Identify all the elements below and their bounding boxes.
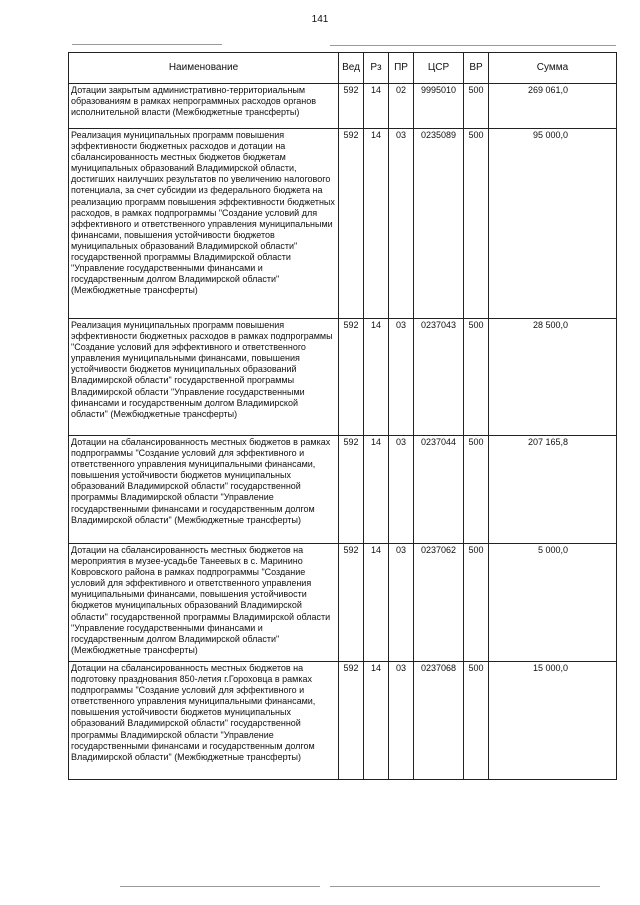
row-sum: 207 165,8 (489, 436, 617, 544)
col-header-rz: Рз (364, 53, 389, 84)
row-rz: 14 (364, 436, 389, 544)
col-header-csr: ЦСР (414, 53, 464, 84)
row-sum: 28 500,0 (489, 319, 617, 436)
header-row (69, 53, 617, 84)
row-sum: 269 061,0 (489, 84, 617, 129)
row-rz: 14 (364, 84, 389, 129)
col-header-pr: ПР (389, 53, 414, 84)
budget-table (68, 52, 617, 780)
row-name: Дотации на сбалансированность местных бюджетов на подготовку празднования 850-летия г.Гороховца в рамках подпрограммы "Создание условий для эффективного и ответственного управления муниципальными финансами, повышения устойчивости бюджетов муниципальных образований Владимирской области" государственной программы Владимирской области "Управление государственными финансами и государственным долгом Владимирской области" (Межбюджетные трансферты) (69, 662, 339, 780)
row-csr: 0237044 (414, 436, 464, 544)
col-header-ved: Вед (339, 53, 364, 84)
row-sum: 5 000,0 (489, 544, 617, 662)
row-rz: 14 (364, 662, 389, 780)
row-pr: 03 (389, 544, 414, 662)
row-pr: 03 (389, 662, 414, 780)
row-csr: 9995010 (414, 84, 464, 129)
row-csr: 0235089 (414, 129, 464, 319)
row-name: Реализация муниципальных программ повышения эффективности бюджетных расходов в рамках подпрограммы "Создание условий для эффективного и ответственного управления муниципальными финансами, повышения устойчивости бюджетов муниципальных образований Владимирской области" государственной программы Владимирской области "Управление государственными финансами и государственным долгом Владимирской области" (Межбюджетные трансферты) (69, 319, 339, 436)
scan-artifact-line (120, 886, 320, 887)
row-rz: 14 (364, 544, 389, 662)
row-vr: 500 (464, 84, 489, 129)
table-row (69, 319, 617, 436)
row-ved: 592 (339, 544, 364, 662)
table-row (69, 436, 617, 544)
row-vr: 500 (464, 436, 489, 544)
row-ved: 592 (339, 129, 364, 319)
row-csr: 0237043 (414, 319, 464, 436)
row-sum: 95 000,0 (489, 129, 617, 319)
row-rz: 14 (364, 319, 389, 436)
row-ved: 592 (339, 319, 364, 436)
table-row (69, 129, 617, 319)
row-sum: 15 000,0 (489, 662, 617, 780)
page-number: 141 (311, 14, 329, 25)
row-vr: 500 (464, 129, 489, 319)
row-name: Дотации на сбалансированность местных бюджетов в рамках подпрограммы "Создание условий для эффективного и ответственного управления муниципальными финансами, повышения устойчивости бюджетов муниципальных образований Владимирской области" государственной программы Владимирской области "Управление государственными финансами и государственным долгом Владимирской области" (Межбюджетные трансферты) (69, 436, 339, 544)
table-row (69, 662, 617, 780)
row-csr: 0237068 (414, 662, 464, 780)
row-name: Дотации на сбалансированность местных бюджетов на мероприятия в музее-усадьбе Танеевых в с. Маринино Ковровского района в рамках подпрограммы "Создание условий для эффективного и ответственного управления муниципальными финансами, повышения устойчивости бюджетов муниципальных образований Владимирской области" государственной программы Владимирской области "Управление государственными финансами и государственным долгом Владимирской области" (Межбюджетные трансферты) (69, 544, 339, 662)
col-header-sum: Сумма (489, 53, 617, 84)
scan-artifact-line (72, 44, 222, 45)
row-name: Дотации закрытым административно-территориальным образованиям в рамках непрограммных расходов органов исполнительной власти (Межбюджетные трансферты) (69, 84, 339, 129)
row-pr: 03 (389, 436, 414, 544)
row-csr: 0237062 (414, 544, 464, 662)
row-ved: 592 (339, 436, 364, 544)
col-header-vr: ВР (464, 53, 489, 84)
row-pr: 03 (389, 319, 414, 436)
row-vr: 500 (464, 544, 489, 662)
scan-artifact-line (330, 886, 600, 887)
table-header (69, 53, 617, 84)
col-header-name: Наименование (69, 53, 339, 84)
table-row (69, 544, 617, 662)
row-name: Реализация муниципальных программ повышения эффективности бюджетных расходов и дотации на сбалансированность местных бюджетов бюджетам муниципальных образований Владимирской области, достигших наилучших результатов по увеличению налогового потенциала, за счет субсидии из федерального бюджета на реализацию программ повышения эффективности бюджетных расходов, в рамках подпрограммы "Создание условий для эффективного и ответственного управления муниципальными финансами, повышения устойчивости бюджетов муниципальных образований Владимирской области" государственной программы Владимирской области "Управление государственными финансами и государственным долгом Владимирской области" (Межбюджетные трансферты) (69, 129, 339, 319)
row-vr: 500 (464, 662, 489, 780)
row-rz: 14 (364, 129, 389, 319)
row-ved: 592 (339, 662, 364, 780)
scan-artifact-line (330, 45, 616, 46)
table-row (69, 84, 617, 129)
row-pr: 02 (389, 84, 414, 129)
row-ved: 592 (339, 84, 364, 129)
row-pr: 03 (389, 129, 414, 319)
table-body (69, 84, 617, 780)
row-vr: 500 (464, 319, 489, 436)
